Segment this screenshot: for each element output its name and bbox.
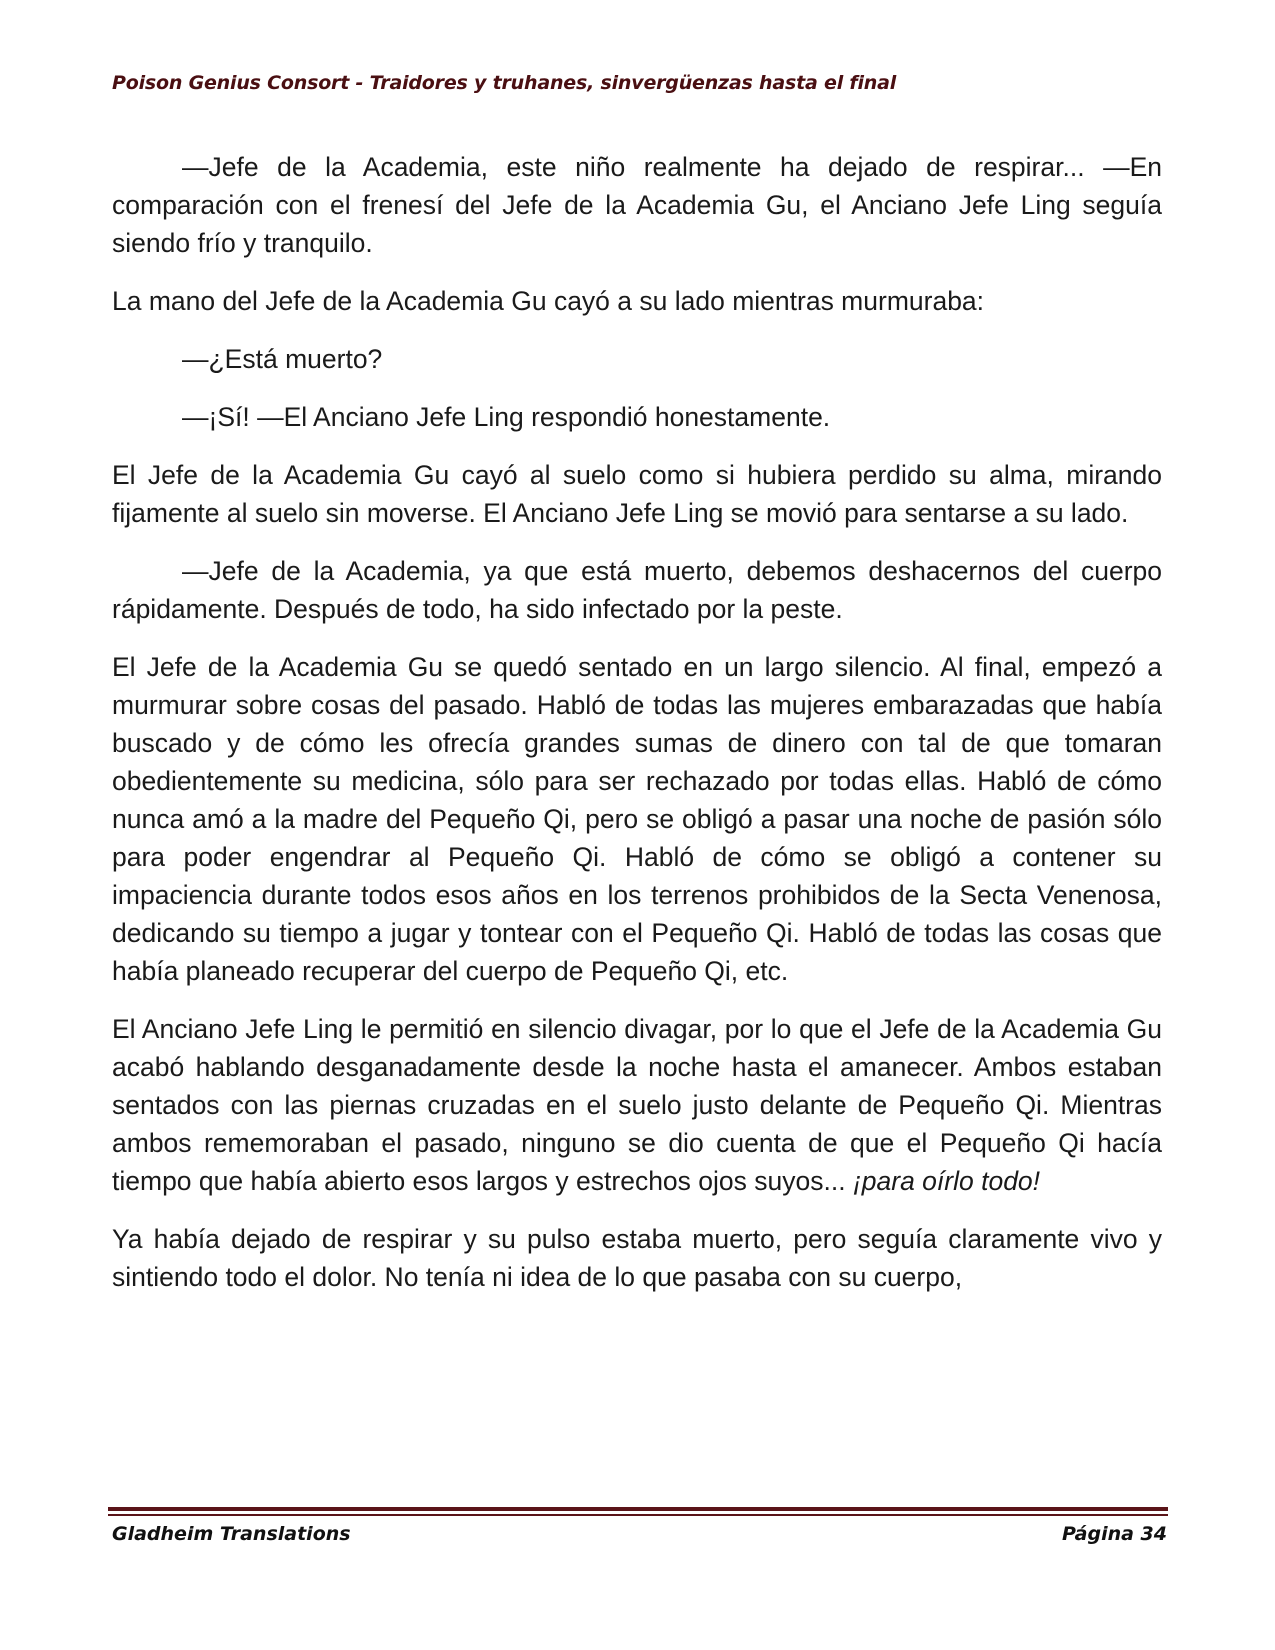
- paragraph-3: —¿Está muerto?: [182, 344, 383, 374]
- document-body: [112, 148, 1162, 1316]
- paragraph-7: El Jefe de la Academia Gu se quedó sentado en un largo silencio. Al final, empezó a murmurar sobre cosas del pasado. Habló de todas las mujeres embarazadas que había buscado y de cómo les ofrecía grandes sumas de dinero con tal de que tomaran obedientemente su medicina, sólo para ser rechazado por todas ellas. Habló de cómo nunca amó a la madre del Pequeño Qi, pero se obligó a pasar una noche de pasión sólo para poder engendrar al Pequeño Qi. Habló de cómo se obligó a contener su impaciencia durante todos esos años en los terrenos prohibidos de la Secta Venenosa, dedicando su tiempo a jugar y tontear con el Pequeño Qi. Habló de todas las cosas que había planeado recuperar del cuerpo de Pequeño Qi, etc.: [112, 652, 1162, 986]
- paragraph-6: —Jefe de la Academia, ya que está muerto, debemos deshacernos del cuerpo rápidamente. Después de todo, ha sido infectado por la peste.: [112, 556, 1162, 624]
- footer-rule-thin: [108, 1514, 1168, 1516]
- paragraph-8-emphasis: ¡para oírlo todo!: [852, 1166, 1041, 1196]
- paragraph-2: La mano del Jefe de la Academia Gu cayó a su lado mientras murmuraba:: [112, 286, 985, 316]
- paragraph-9: Ya había dejado de respirar y su pulso estaba muerto, pero seguía claramente vivo y sintiendo todo el dolor. No tenía ni idea de lo que pasaba con su cuerpo,: [112, 1224, 1162, 1292]
- paragraph-4: —¡Sí! —El Anciano Jefe Ling respondió honestamente.: [182, 402, 831, 432]
- footer-page-number: Página 34: [1061, 1523, 1167, 1545]
- paragraph-8: [112, 1010, 1162, 1200]
- footer-publisher: Gladheim Translations: [112, 1523, 351, 1545]
- paragraph-5: El Jefe de la Academia Gu cayó al suelo como si hubiera perdido su alma, mirando fijamente al suelo sin moverse. El Anciano Jefe Ling se movió para sentarse a su lado.: [112, 460, 1162, 528]
- page-header-title: Poison Genius Consort - Traidores y truhanes, sinvergüenzas hasta el final: [112, 72, 897, 94]
- footer-rule-thick: [108, 1507, 1168, 1511]
- paragraph-8-text: El Anciano Jefe Ling le permitió en silencio divagar, por lo que el Jefe de la Academia Gu acabó hablando desganadamente desde la noche hasta el amanecer. Ambos estaban sentados con las piernas cruzadas en el suelo justo delante de Pequeño Qi. Mientras ambos rememoraban el pasado, ninguno se dio cuenta de que el Pequeño Qi hacía tiempo que había abierto esos largos y estrechos ojos suyos...: [112, 1014, 1162, 1196]
- paragraph-1: —Jefe de la Academia, este niño realmente ha dejado de respirar... —En comparación con el frenesí del Jefe de la Academia Gu, el Anciano Jefe Ling seguía siendo frío y tranquilo.: [112, 152, 1162, 258]
